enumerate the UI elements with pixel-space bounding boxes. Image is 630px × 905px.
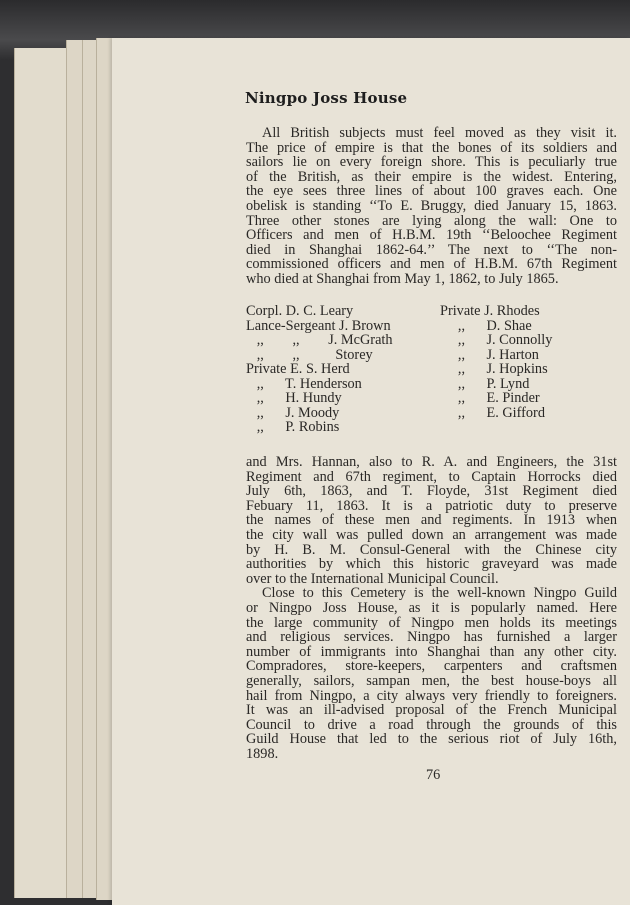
text-line: ,, P. Lynd bbox=[440, 375, 530, 392]
roster-left-column bbox=[246, 304, 393, 435]
text-line: over to the International Municipal Council. bbox=[246, 570, 499, 587]
text-line: the large community of Ningpo men holds its meetings bbox=[246, 614, 617, 631]
page-heading: Ningpo Joss House bbox=[245, 89, 408, 107]
text-line: ,, J. Hopkins bbox=[440, 361, 548, 377]
text-line: hail from Ningpo, a city always very friendly to foreigners. bbox=[246, 687, 617, 704]
text-line: the eye sees three lines of about 100 graves each. One bbox=[246, 183, 617, 200]
text-line: authorities by which this historic graveyard was made bbox=[246, 556, 617, 573]
roster-right-column bbox=[440, 304, 552, 420]
text-line: 1898. bbox=[246, 745, 279, 762]
text-line: The price of empire is that the bones of its soldiers and bbox=[246, 139, 617, 156]
page-number: 76 bbox=[426, 767, 441, 783]
text-line: Private E. S. Herd bbox=[246, 361, 350, 377]
text-line: Febuary 11, 1863. It is a patriotic duty to preserve bbox=[246, 497, 617, 514]
text-line: by H. B. M. Consul-General with the Chinese city bbox=[246, 541, 617, 558]
text-line: ,, J. Connolly bbox=[440, 332, 553, 348]
text-line: sailors lie on every foreign shore. This is peculiarly true bbox=[246, 154, 617, 171]
text-line: ,, E. Pinder bbox=[440, 390, 540, 406]
text-line: ,, J. Harton bbox=[440, 346, 539, 363]
text-line: Close to this Cemetery is the well-known Ningpo Guild bbox=[262, 585, 617, 602]
text-line: ,, ,, J. McGrath bbox=[246, 332, 393, 348]
text-line: Three other stones are lying along the wall: One to bbox=[246, 212, 617, 229]
text-line: ,, P. Robins bbox=[246, 419, 340, 435]
text-line: who died at Shanghai from May 1, 1862, to July 1865. bbox=[246, 270, 559, 287]
paragraph-2 bbox=[246, 455, 617, 761]
text-line: July 6th, 1863, and T. Floyde, 31st Regiment died bbox=[246, 483, 617, 500]
text-line: Compradores, store-keepers, carpenters and craftsmen bbox=[246, 658, 617, 675]
text-line: ,, E. Gifford bbox=[440, 404, 545, 421]
text-line: the city wall was pulled down an arrangement was made bbox=[246, 526, 617, 543]
paragraph-1 bbox=[246, 126, 617, 287]
text-line: ,, T. Henderson bbox=[246, 375, 362, 392]
text-line: of the British, as their empire is the widest. Entering, bbox=[246, 168, 617, 185]
text-line: number of immigrants into Shanghai than any other city. bbox=[246, 643, 617, 660]
text-line: It was an ill-advised proposal of the French Municipal bbox=[246, 702, 617, 719]
text-line: ,, H. Hundy bbox=[246, 390, 342, 406]
text-line: Officers and men of H.B.M. 19th ‘‘Beloochee Regiment bbox=[246, 227, 617, 244]
text-line: or Ningpo Joss House, as it is popularly named. Here bbox=[246, 599, 617, 616]
text-line: commissioned officers and men of H.B.M. 67th Regiment bbox=[246, 256, 617, 273]
text-line: the names of these men and regiments. In 1913 when bbox=[246, 512, 617, 529]
text-line: All British subjects must feel moved as they visit it. bbox=[262, 125, 617, 141]
text-line: and Mrs. Hannan, also to R. A. and Engineers, the 31st bbox=[246, 454, 617, 470]
text-line: ,, D. Shae bbox=[440, 317, 532, 334]
text-line: ,, J. Moody bbox=[246, 404, 340, 421]
text-line: Council to drive a road through the grounds of this bbox=[246, 716, 617, 733]
text-line: generally, sailors, sampan men, the best house-boys all bbox=[246, 672, 617, 689]
text-line: ,, ,, Storey bbox=[246, 346, 373, 363]
text-line: Private J. Rhodes bbox=[440, 303, 540, 319]
text-line: Lance-Sergeant J. Brown bbox=[246, 317, 391, 334]
text-line: Guild House that led to the serious riot of July 16th, bbox=[246, 731, 617, 748]
text-line: and religious services. Ningpo has furnished a larger bbox=[246, 629, 617, 646]
text-line: Regiment and 67th regiment, to Captain Horrocks died bbox=[246, 468, 617, 485]
text-line: Corpl. D. C. Leary bbox=[246, 303, 354, 319]
text-line: obelisk is standing ‘‘To E. Bruggy, died January 15, 1863. bbox=[246, 197, 617, 214]
text-line: died in Shanghai 1862-64.’’ The next to ‘‘The non- bbox=[246, 241, 617, 258]
